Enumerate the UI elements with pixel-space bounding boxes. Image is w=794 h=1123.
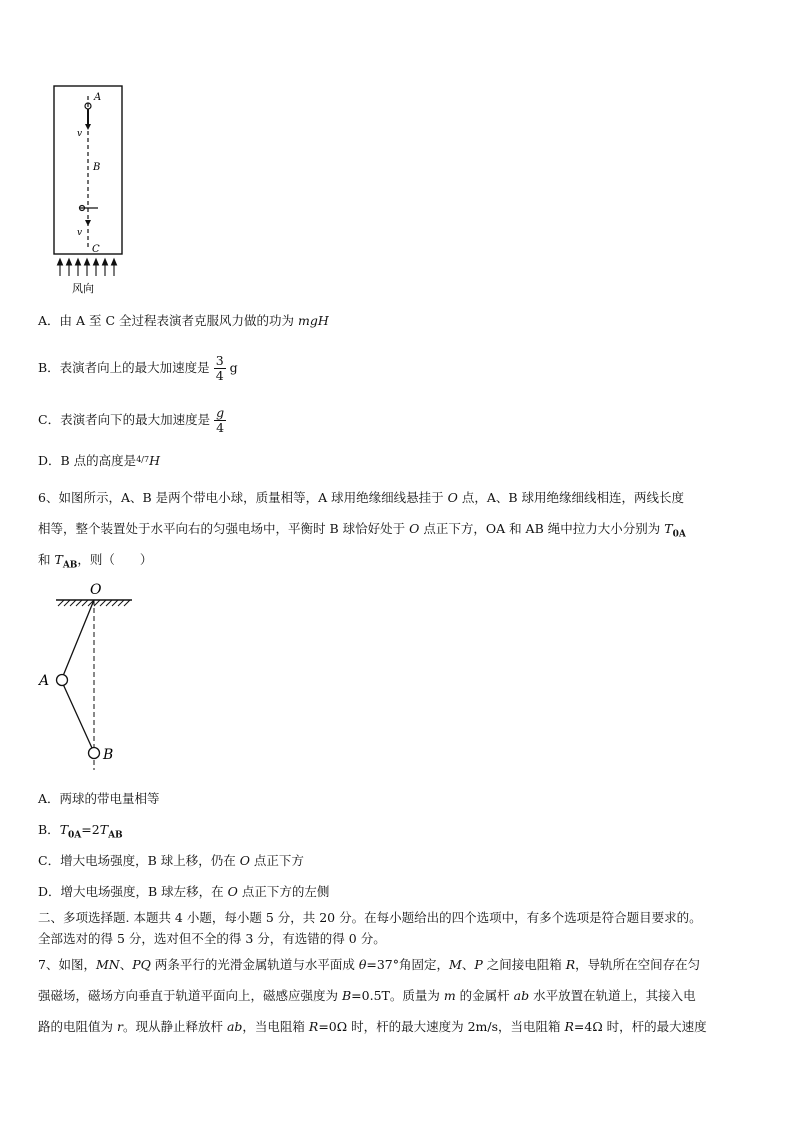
section2-line2: 全部选对的得 5 分，选对但不全的得 3 分，有选错的得 0 分。 [38, 931, 386, 946]
q7-line3: 路的电阻值为 r。现从静止释放杆 ab，当电阻箱 R=0Ω 时，杆的最大速度为 2m/s，当电阻箱 R=4Ω 时，杆的最大速度 [38, 1019, 707, 1034]
ball-A [57, 675, 68, 686]
label-B: B [93, 162, 101, 173]
ball-B [89, 748, 100, 759]
label-A: A [39, 673, 50, 689]
wind-tunnel-figure [36, 82, 136, 300]
q5-option-d: D．B 点的高度是$^{4/7}$H [38, 453, 160, 468]
label-C: C [92, 244, 100, 255]
charged-balls-figure [34, 578, 144, 778]
q6-option-c: C．增大电场强度，B 球上移，仍在 O 点正下方 [38, 853, 304, 868]
string-OA [63, 600, 94, 676]
label-B: B [103, 747, 114, 763]
q6-stem-line2: 相等，整个装置处于水平向右的匀强电场中，平衡时 B 球恰好处于 O 点正下方，OA 和 AB 绳中拉力大小分别为 $T_{0A}$ [38, 521, 686, 540]
label-v1: v [77, 129, 83, 139]
q6-option-b: B．$T_{0A}=2T_{AB}$ [38, 822, 123, 841]
q6-stem-line1: 6、如图所示，A、B 是两个带电小球，质量相等，A 球用绝缘细线悬挂于 O 点，A、B 球用绝缘细线相连，两线长度 [38, 490, 685, 505]
q6-option-a: A．两球的带电量相等 [38, 791, 160, 806]
fraction: $\frac{g}{4}$ [216, 405, 225, 435]
label-v2: v [77, 228, 83, 238]
label-A: A [94, 92, 102, 103]
wind-caption: 风向 [72, 282, 94, 295]
q5-option-b: B．表演者向上的最大加速度是 $\frac{3}{4}$ g [38, 353, 238, 383]
fraction: $\frac{3}{4}$ [215, 353, 224, 383]
section2-line1: 二、多项选择题. 本题共 4 小题，每小题 5 分，共 20 分。在每小题给出的四个选项中，有多个选项是符合题目要求的。 [38, 910, 702, 925]
q5-option-c: C．表演者向下的最大加速度是 $\frac{g}{4}$ [38, 405, 225, 435]
q6-stem-line3: 和 $T_{AB}$，则（ ） [38, 552, 153, 571]
q5-option-a: A．由 A 至 C 全过程表演者克服风力做的功为 mgH [38, 313, 329, 328]
wind-arrows [58, 259, 117, 276]
string-AB [63, 684, 92, 748]
q7-line1: 7、如图，MN、PQ 两条平行的光滑金属轨道与水平面成 θ=37°角固定，M、P 之间接电阻箱 R，导轨所在空间存在匀 [38, 957, 701, 972]
q7-line2: 强磁场，磁场方向垂直于轨道平面向上，磁感应强度为 B=0.5T。质量为 m 的金属杆 ab 水平放置在轨道上，其接入电 [38, 988, 696, 1003]
label-O: O [90, 582, 102, 598]
q6-option-d: D．增大电场强度，B 球左移，在 O 点正下方的左侧 [38, 884, 330, 899]
